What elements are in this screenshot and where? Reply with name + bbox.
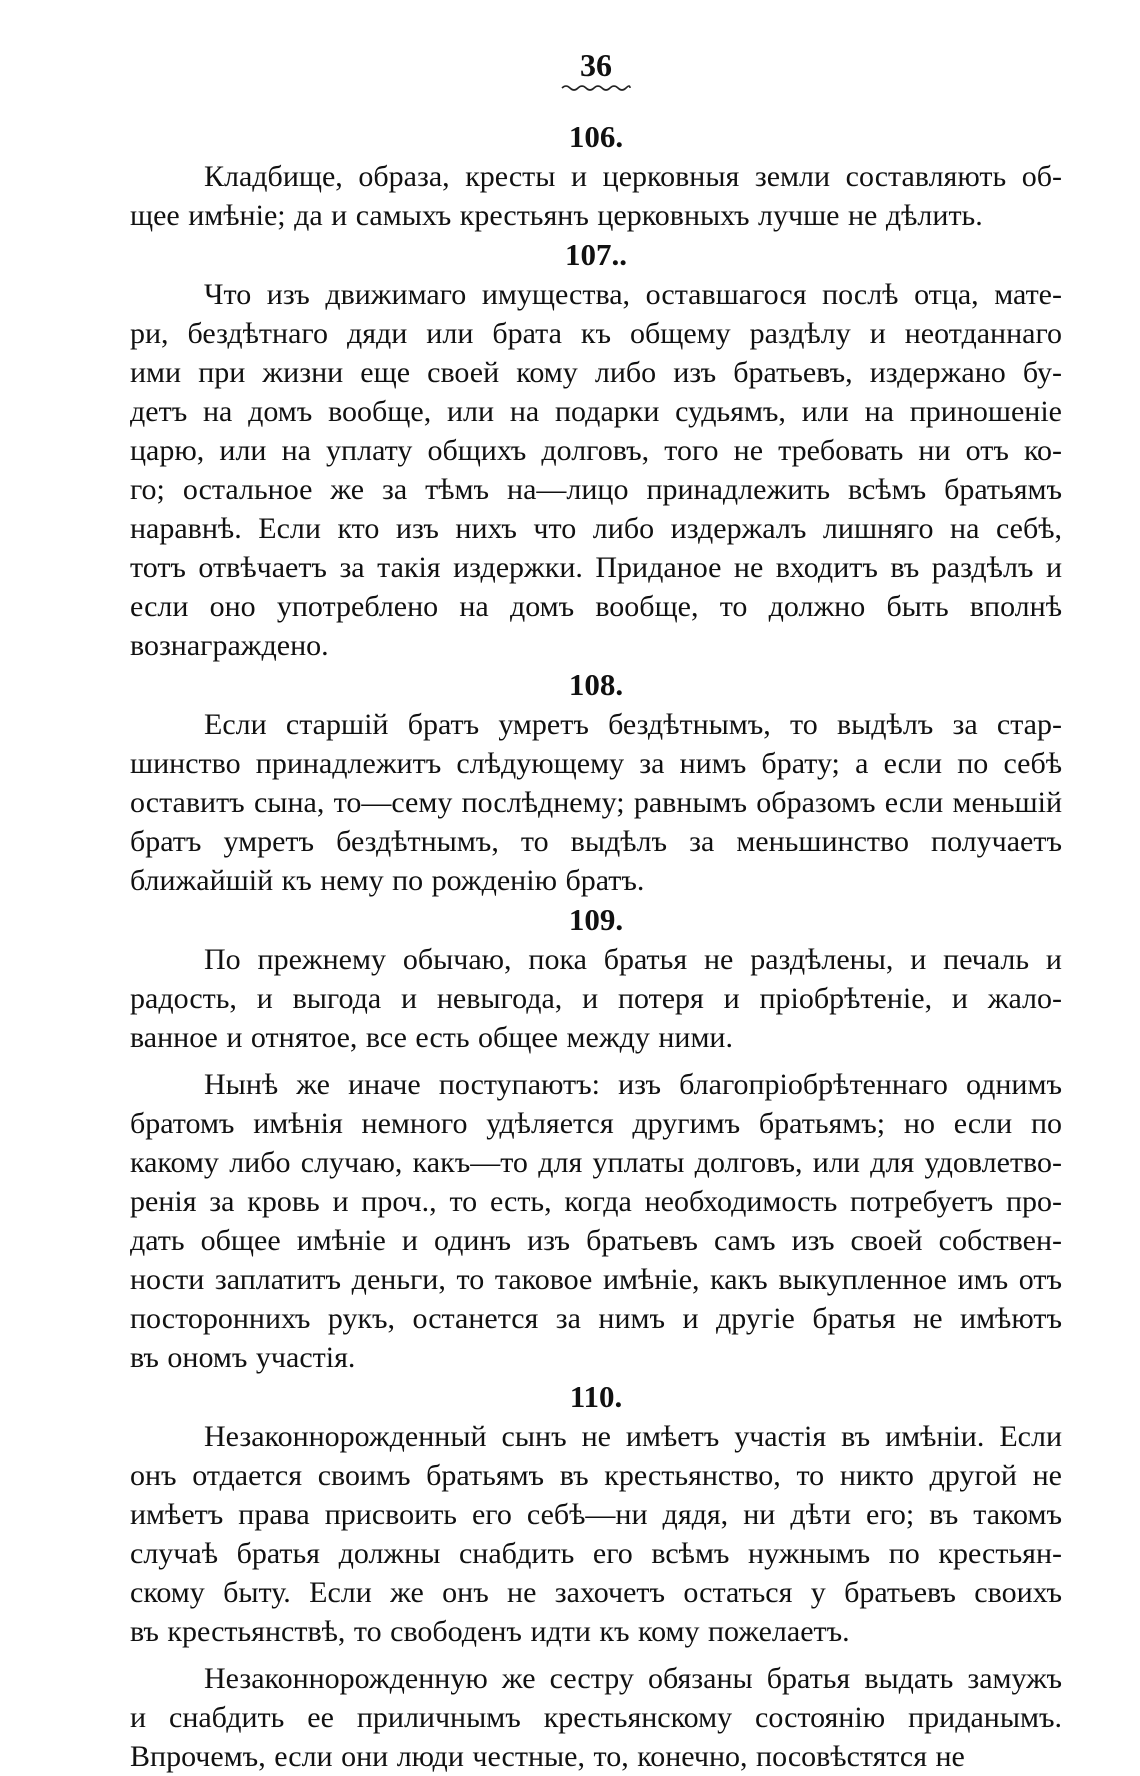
paragraph [130,275,1062,665]
text-line: Кладбище, образа, кресты и церковныя земли составляють об- [204,160,1062,194]
text-line: оставитъ сына, то—сему послѣднему; равнымъ образомъ если меньшій [130,786,1062,820]
section-number: 109. [568,902,624,938]
text-line: Впрочемъ, если они люди честные, то, конечно, посовѣстятся не [130,1740,965,1774]
text-line: детъ на домъ вообще, или на подарки судьямъ, или на приношеніе [130,395,1062,429]
document-page [130,40,1062,1776]
text-line: братъ умретъ бездѣтнымъ, то выдѣлъ за меньшинство получаетъ [130,825,1062,859]
text-line: онъ отдается своимъ братьямъ въ крестьянство, то никто другой не [130,1459,1062,1493]
text-line: ими при жизни еще своей кому либо изъ братьевъ, издержано бу- [130,356,1062,390]
paragraph [130,157,1062,235]
paragraph [130,1417,1062,1651]
paragraph-gap [130,1057,1062,1065]
wavy-ornament-icon [560,83,632,93]
text-line: если оно употреблено на домъ вообще, то должно быть вполнѣ [130,590,1062,624]
text-line: ри, бездѣтнаго дяди или брата къ общему раздѣлу и неотданнаго [130,317,1062,351]
text-line: братомъ имѣнія немного удѣляется другимъ братьямъ; но если по [130,1107,1062,1141]
section-number: 106. [568,119,624,155]
text-line: дать общее имѣніе и одинъ изъ братьевъ самъ изъ своей собствен- [130,1224,1062,1258]
text-line: наравнѣ. Если кто изъ нихъ что либо издержалъ лишняго на себѣ, [130,512,1062,546]
text-line: въ крестьянствѣ, то свободенъ идти къ кому пожелаетъ. [130,1615,850,1649]
text-line: и снабдить ее приличнымъ крестьянскому состоянію приданымъ. [130,1701,1062,1735]
text-line: какому либо случаю, какъ—то для уплаты долговъ, или для удовлетво- [130,1146,1062,1180]
paragraph [130,1659,1062,1776]
text-line: щее имѣніе; да и самыхъ крестьянъ церковныхъ лучше не дѣлить. [130,199,983,233]
text-line: радость, и выгода и невыгода, и потеря и пріобрѣтеніе, и жало- [130,982,1062,1016]
text-line: въ ономъ участія. [130,1341,356,1375]
text-line: скому быту. Если же онъ не захочетъ остаться у братьевъ своихъ [130,1576,1062,1610]
text-line: Незаконнорожденную же сестру обязаны братья выдать замужъ [204,1662,1062,1696]
text-line: ближайшій къ нему по рожденію братъ. [130,864,645,898]
paragraph-gap [130,1651,1062,1659]
text-line: шинство принадлежитъ слѣдующему за нимъ брату; а если по себѣ [130,747,1062,781]
text-line: Если старшій братъ умретъ бездѣтнымъ, то выдѣлъ за стар- [204,708,1062,742]
text-line: случаѣ братья должны снабдить его всѣмъ нужнымъ по крестьян- [130,1537,1062,1571]
section-number: 110. [569,1379,623,1415]
text-line: вознаграждено. [130,629,329,663]
text-line: Нынѣ же иначе поступаютъ: изъ благопріобрѣтеннаго однимъ [204,1068,1062,1102]
paragraph [130,705,1062,900]
text-line: тотъ отвѣчаетъ за такія издержки. Приданое не входитъ въ раздѣлъ и [130,551,1062,585]
section-number: 107.. [565,237,627,273]
paragraph [130,1065,1062,1377]
sections-container [130,117,1062,1776]
page-number: 36 [580,47,612,83]
text-line: царю, или на уплату общихъ долговъ, того не требовать ни отъ ко- [130,434,1062,468]
text-line: По прежнему обычаю, пока братья не раздѣлены, и печаль и [204,943,1062,977]
text-line: ности заплатитъ деньги, то таковое имѣніе, какъ выкупленное имъ отъ [130,1263,1062,1297]
text-line: ванное и отнятое, все есть общее между ними. [130,1021,733,1055]
text-line: постороннихъ рукъ, останется за нимъ и другіе братья не имѣютъ [130,1302,1062,1336]
paragraph [130,940,1062,1057]
text-line: го; остальное же за тѣмъ на—лицо принадлежить всѣмъ братьямъ [130,473,1062,507]
text-line: имѣетъ права присвоить его себѣ—ни дядя, ни дѣти его; въ такомъ [130,1498,1062,1532]
section-number: 108. [568,667,624,703]
text-line: Что изъ движимаго имущества, оставшагося послѣ отца, мате- [204,278,1062,312]
text-line: ренія за кровь и проч., то есть, когда необходимость потребуетъ про- [130,1185,1062,1219]
text-line: Незаконнорожденный сынъ не имѣетъ участія въ имѣніи. Если [204,1420,1062,1454]
